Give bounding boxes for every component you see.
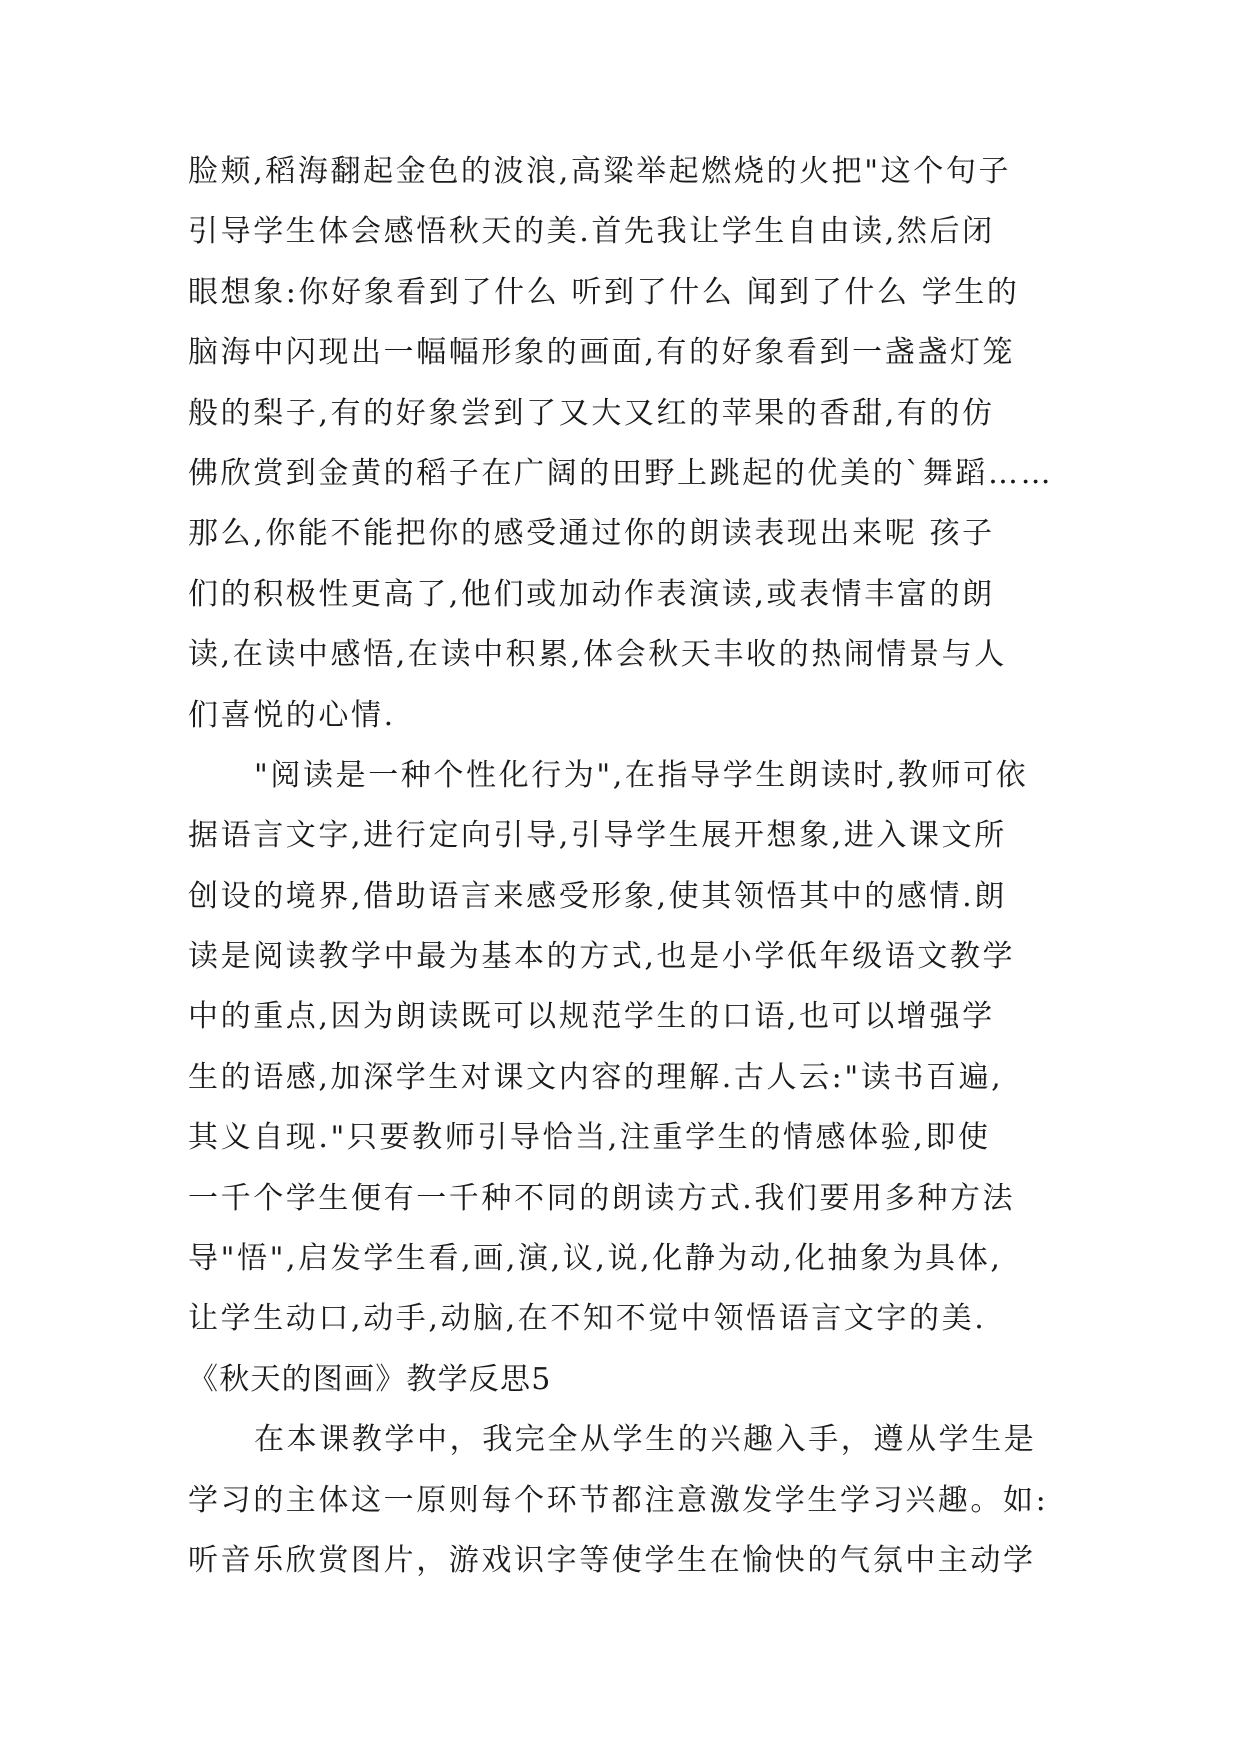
- paragraph-start-line: 在本课教学中，我完全从学生的兴趣入手，遵从学生是: [254, 1422, 1037, 1458]
- text-line: 那么,你能不能把你的感受通过你的朗读表现出来呢 孩子: [188, 516, 995, 552]
- document-body: [188, 142, 1058, 1591]
- text-line: 生的语感,加深学生对课文内容的理解.古人云:"读书百遍,: [188, 1059, 1004, 1095]
- text-line: 导"悟",启发学生看,画,演,议,说,化静为动,化抽象为具体,: [188, 1241, 1003, 1277]
- text-line: 脸颊,稻海翻起金色的波浪,高粱举起燃烧的火把"这个句子: [188, 154, 1012, 189]
- text-line: 般的梨子,有的好象尝到了又大又红的苹果的香甜,有的仿: [188, 395, 995, 431]
- text-line: 读是阅读教学中最为基本的方式,也是小学低年级语文教学: [188, 939, 1016, 975]
- text-line: 们的积极性更高了,他们或加动作表演读,或表情丰富的朗: [188, 576, 995, 612]
- text-line: 眼想象:你好象看到了什么 听到了什么 闻到了什么 学生的: [188, 274, 1020, 310]
- text-line: 佛欣赏到金黄的稻子在广阔的田野上跳起的优美的`舞蹈……: [188, 455, 1054, 491]
- text-line: 读,在读中感悟,在读中积累,体会秋天丰收的热闹情景与人: [188, 637, 1007, 673]
- text-line: 听音乐欣赏图片，游戏识字等使学生在愉快的气氛中主动学: [188, 1542, 1036, 1578]
- paragraph-start-line: "阅读是一种个性化行为",在指导学生朗读时,教师可依: [254, 757, 1029, 793]
- text-line: 脑海中闪现出一幅幅形象的画面,有的好象看到一盏盏灯笼: [188, 335, 1016, 371]
- text-line: 引导学生体会感悟秋天的美.首先我让学生自由读,然后闭: [188, 214, 995, 250]
- section-heading: 《秋天的图画》教学反思5: [188, 1361, 552, 1397]
- text-line: 其义自现."只要教师引导恰当,注重学生的情感体验,即使: [188, 1120, 991, 1156]
- text-line: 让学生动口,动手,动脑,在不知不觉中领悟语言文字的美.: [188, 1301, 987, 1337]
- text-line: 一千个学生便有一千种不同的朗读方式.我们要用多种方法: [188, 1180, 1016, 1216]
- text-line: 中的重点,因为朗读既可以规范学生的口语,也可以增强学: [188, 999, 995, 1035]
- text-line: 们喜悦的心情.: [188, 697, 396, 733]
- text-line: 学习的主体这一原则每个环节都注意激发学生学习兴趣。如:: [188, 1482, 1049, 1518]
- text-line: 据语言文字,进行定向引导,引导学生展开想象,进入课文所: [188, 818, 1007, 854]
- text-line: 创设的境界,借助语言来感受形象,使其领悟其中的感情.朗: [188, 878, 1007, 914]
